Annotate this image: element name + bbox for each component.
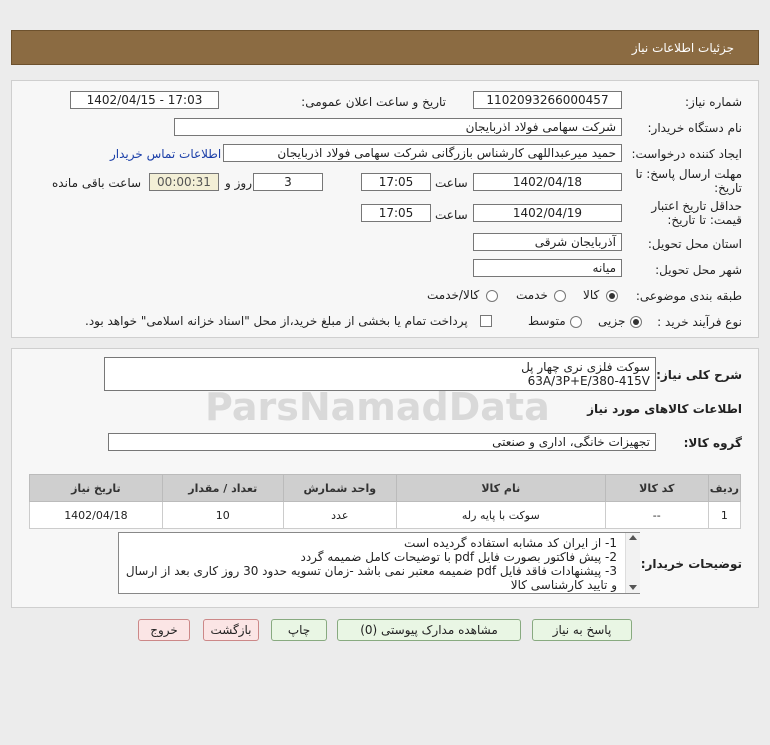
validity-time-field: 17:05 [361,204,431,222]
need-number-field: 1102093266000457 [473,91,622,109]
category-option-goods: کالا [583,288,600,302]
buyer-org-field: شرکت سهامی فولاد اذربایجان [174,118,622,136]
general-desc-label: شرح کلی نیاز: [656,368,742,382]
cell-name: سوکت با پایه رله [396,502,605,529]
reply-date-field: 1402/04/18 [473,173,622,191]
process-radio-minor[interactable] [630,316,642,328]
validity-time-label: ساعت [435,208,468,222]
reply-time-field: 17:05 [361,173,431,191]
goods-info-title: اطلاعات کالاهای مورد نیاز [587,402,742,416]
process-option-medium: متوسط [528,314,566,328]
days-label: روز و [225,176,252,190]
days-remaining-field: 3 [253,173,323,191]
reply-button[interactable]: پاسخ به نیاز [532,619,632,641]
buyer-notes-label: توضیحات خریدار: [640,557,742,571]
col-row: ردیف [708,475,740,502]
category-radio-goods-service[interactable] [486,290,498,302]
exit-button[interactable]: خروج [138,619,190,641]
back-button[interactable]: بازگشت [203,619,259,641]
reply-deadline-label: مهلت ارسال پاسخ: تا [635,167,742,181]
buyer-note-1: 1- از ایران کد مشابه استفاده گردیده است [404,536,617,550]
col-name: نام کالا [396,475,605,502]
province-field: آذربایجان شرقی [473,233,622,251]
general-desc-line-2: 63A/3P+E/380-415V [527,374,650,388]
view-attachments-button[interactable]: مشاهده مدارک پیوستی (0) [337,619,521,641]
col-code: کد کالا [605,475,708,502]
announce-label: تاریخ و ساعت اعلان عمومی: [301,95,446,109]
general-desc-line-1: سوکت فلزی نری چهار پل [521,360,650,374]
reply-time-label: ساعت [435,176,468,190]
process-option-minor: جزیی [598,314,626,328]
buyer-note-3: 3- پیشنهادات فاقد فایل pdf ضمیمه معتبر نمی باشد -زمان تسویه حدود 30 روز کاری بعد از ارسال و تایید کارشناسی کالا [125,564,617,592]
col-unit: واحد شمارش [283,475,396,502]
col-need-date: تاریخ نیاز [30,475,163,502]
need-number-label: شماره نیاز: [685,95,742,109]
goods-group-label: گروه کالا: [683,436,742,450]
category-radio-service[interactable] [554,290,566,302]
scroll-down-icon[interactable] [629,585,637,590]
validity-label: حداقل تاریخ اعتبار [651,199,742,213]
time-remaining-field: 00:00:31 [149,173,219,191]
table-row [30,502,741,529]
watermark-logo: ParsNamadData [205,385,550,429]
category-option-goods-service: کالا/خدمت [427,288,480,302]
treasury-payment-checkbox[interactable] [480,315,492,327]
cell-quantity: 10 [162,502,283,529]
title-bar [11,30,759,65]
city-label: شهر محل تحویل: [655,263,742,277]
process-label: نوع فرآیند خرید : [657,315,742,329]
goods-table-header [30,475,741,502]
page-title: جزئیات اطلاعات نیاز [631,41,734,55]
reply-deadline-label-2: تاریخ: [714,181,742,195]
province-label: استان محل تحویل: [647,237,742,251]
general-desc-field [104,357,656,391]
buyer-contact-link[interactable]: اطلاعات تماس خریدار [110,147,222,161]
category-label: طبقه بندی موضوعی: [635,289,742,303]
col-quantity: تعداد / مقدار [162,475,283,502]
category-radio-goods[interactable] [606,290,618,302]
buyer-note-2: 2- پیش فاکتور بصورت فایل pdf با توضیحات کامل ضمیمه گردد [300,550,617,564]
announce-field: 1402/04/15 - 17:03 [70,91,219,109]
requester-field: حمید میرعبداللهی کارشناس بازرگانی شرکت سهامی فولاد اذربایجان [223,144,622,162]
cell-row: 1 [708,502,740,529]
validity-date-field: 1402/04/19 [473,204,622,222]
requester-label: ایجاد کننده درخواست: [631,147,742,161]
city-field: میانه [473,259,622,277]
buyer-org-label: نام دستگاه خریدار: [647,121,742,135]
cell-code: -- [605,502,708,529]
scroll-up-icon[interactable] [629,535,637,540]
goods-group-field: تجهیزات خانگی، اداری و صنعتی [108,433,656,451]
time-remaining-label: ساعت باقی مانده [52,176,142,190]
category-option-service: خدمت [516,288,548,302]
buyer-notes-box[interactable] [118,532,640,594]
cell-need-date: 1402/04/18 [30,502,163,529]
process-radio-medium[interactable] [570,316,582,328]
validity-label-2: قیمت: تا تاریخ: [667,213,742,227]
cell-unit: عدد [283,502,396,529]
print-button[interactable]: چاپ [271,619,327,641]
goods-table [29,474,741,529]
payment-note: پرداخت تمام یا بخشی از مبلغ خرید،از محل "اسناد خزانه اسلامی" خواهد بود. [85,314,468,328]
notes-scrollbar[interactable] [625,533,640,593]
